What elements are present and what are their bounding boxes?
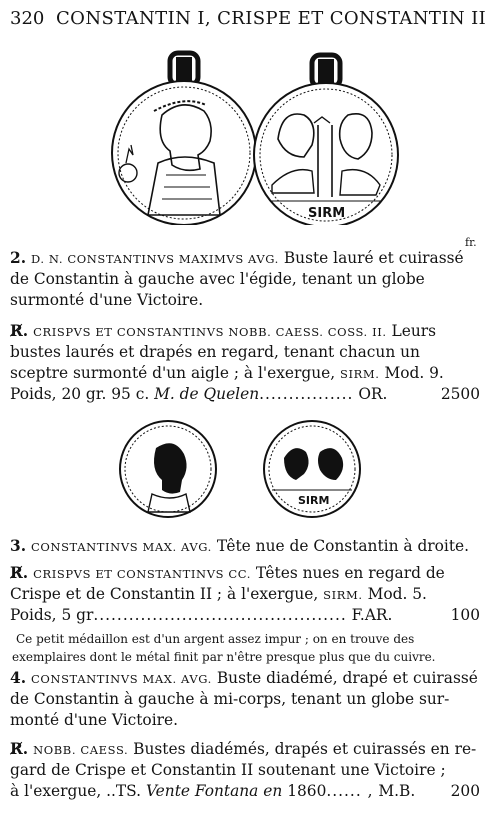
sale-name: Vente Fontana en: [145, 782, 283, 800]
entry-4-line-1: [10, 668, 480, 689]
note-line-1: Ce petit médaillon est d'un argent assez impur ; on en trouve des: [16, 632, 415, 646]
margin-note: fr.: [465, 236, 477, 249]
running-header: [10, 8, 485, 34]
reverse-legend: CRISPVS ET CONSTANTINVS NOBB. CAESS. COSS. II.: [33, 325, 387, 339]
entry-2-rev-line-3: sceptre surmonté d'un aigle ; à l'exergue, SIRM. Mod. 9.: [10, 364, 444, 382]
entry-2-line-3: surmonté d'une Victoire.: [10, 291, 204, 309]
metal: OR.: [358, 385, 388, 403]
metal: M.B.: [378, 782, 416, 800]
obverse-legend: CONSTANTINVS MAX. AVG.: [30, 672, 212, 686]
metal: F.AR.: [351, 606, 393, 624]
reverse-description: Leurs: [391, 322, 437, 340]
entry-4-rev-line-3: à l'exergue, ..TS. Vente Fontana en 1860...... , M.B. 200: [10, 782, 480, 800]
reverse-legend: CRISPVS ET CONSTANTINVS CC.: [33, 567, 251, 581]
medallion-obverse: [112, 81, 256, 225]
entry-4-line-3: monté d'une Victoire.: [10, 711, 178, 729]
running-title: CONSTANTIN I, CRISPE ET CONSTANTIN II: [56, 8, 487, 29]
entry-2-line-2: de Constantin à gauche avec l'égide, tenant un globe: [10, 270, 425, 288]
entry-3-rev-line-2: Crispe et de Constantin II ; à l'exergue, SIRM. Mod. 5.: [10, 585, 427, 603]
note-line-2: exemplaires dont le métal finit par n'être presque plus que du cuivre.: [12, 650, 436, 664]
entry-3-rev-line-1: [10, 563, 480, 584]
owner-name: M. de Quelen: [154, 385, 260, 403]
price: 100: [450, 606, 480, 624]
entry-3-rev-line-3: Poids, 5 gr........................................... F.AR. 100: [10, 606, 480, 624]
obverse-description: Buste lauré et cuirassé: [283, 249, 464, 267]
entry-4: [10, 668, 480, 802]
sale-year: 1860: [287, 782, 327, 800]
price: 200: [450, 782, 480, 800]
medallion-reverse: [254, 83, 398, 225]
entry-4-line-2: de Constantin à gauche à mi-corps, tenant un globe sur-: [10, 690, 450, 708]
entry-3-line-1: [10, 536, 480, 557]
entry-2-rev-line-2: bustes laurés et drapés en regard, tenant chacun un: [10, 343, 420, 361]
entry-4-rev-line-1: [10, 739, 480, 760]
reverse-mark: R̸.: [10, 564, 29, 582]
obverse-description: Buste diadémé, drapé et cuirassé: [216, 669, 478, 687]
medallion-figure: [92, 45, 404, 225]
reverse-mark: R̸.: [10, 322, 29, 340]
coin-figure: [112, 418, 372, 520]
obverse-legend: CONSTANTINVS MAX. AVG.: [30, 540, 212, 554]
entry-2: [10, 248, 480, 405]
reverse-mark: R̸.: [10, 740, 29, 758]
entry-3-note: [12, 630, 480, 666]
entry-3: [10, 536, 480, 626]
entry-2-rev-line-4: Poids, 20 gr. 95 c. M. de Quelen................ OR. 2500: [10, 385, 480, 403]
entry-2-line-1: [10, 248, 480, 269]
medallion-reverse-exergue: SIRM: [308, 206, 346, 221]
entry-number: 2.: [10, 249, 27, 267]
obverse-description: Tête nue de Constantin à droite.: [216, 537, 470, 555]
coin-obverse: [120, 421, 216, 517]
reverse-description: Têtes nues en regard de: [255, 564, 445, 582]
entry-number: 4.: [10, 669, 27, 687]
entry-2-rev-line-1: [10, 321, 480, 342]
reverse-legend: NOBB. CAESS.: [33, 743, 129, 757]
page-number: 320: [10, 8, 45, 29]
price: 2500: [440, 385, 480, 403]
entry-number: 3.: [10, 537, 27, 555]
coin-reverse-exergue: SIRM: [298, 494, 330, 507]
reverse-description: Bustes diadémés, drapés et cuirassés en re-: [133, 740, 477, 758]
entry-4-rev-line-2: gard de Crispe et Constantin II soutenant une Victoire ;: [10, 761, 446, 779]
obverse-legend: D. N. CONSTANTINVS MAXIMVS AVG.: [30, 252, 279, 266]
